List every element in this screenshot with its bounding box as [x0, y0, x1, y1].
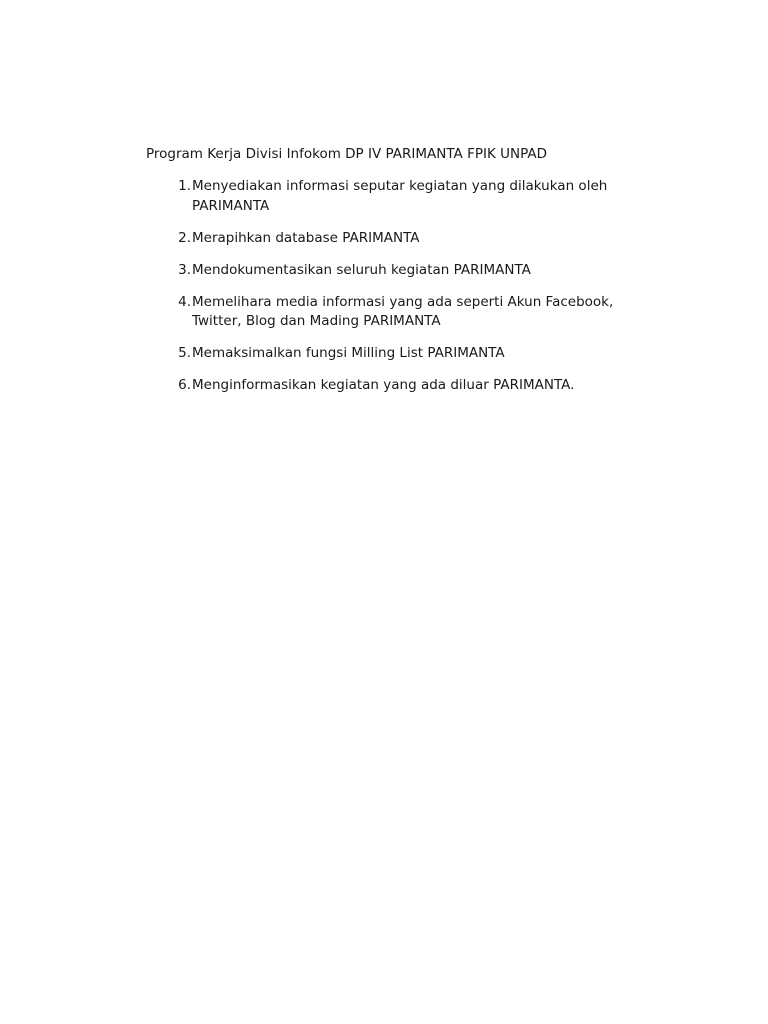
list-item-text: Mendokumentasikan seluruh kegiatan PARIMANTA	[192, 261, 531, 278]
list-item	[146, 261, 646, 281]
list-item-number: 3.	[178, 261, 191, 278]
list-item	[146, 344, 646, 364]
list-item-number: 1.	[178, 178, 191, 194]
list-item-text: Menyediakan informasi seputar kegiatan yang dilakukan oleh PARIMANTA	[192, 178, 608, 214]
document-title: Program Kerja Divisi Infokom DP IV PARIMANTA FPIK UNPAD	[146, 146, 547, 162]
work-program-list	[146, 177, 646, 408]
list-item-text: Merapihkan database PARIMANTA	[192, 229, 420, 246]
list-item	[146, 229, 646, 249]
list-item-number: 2.	[178, 229, 191, 246]
list-item	[146, 293, 646, 332]
list-item-text: Menginformasikan kegiatan yang ada diluar PARIMANTA.	[192, 377, 575, 393]
list-item-text: Memelihara media informasi yang ada seperti Akun Facebook, Twitter, Blog dan Mading PARIMANTA	[192, 293, 614, 329]
list-item-number: 5.	[178, 345, 191, 361]
list-item	[146, 376, 646, 396]
list-item-number: 6.	[178, 377, 191, 393]
list-item-text: Memaksimalkan fungsi Milling List PARIMANTA	[192, 345, 505, 361]
list-item	[146, 177, 646, 216]
list-item-number: 4.	[178, 293, 191, 310]
